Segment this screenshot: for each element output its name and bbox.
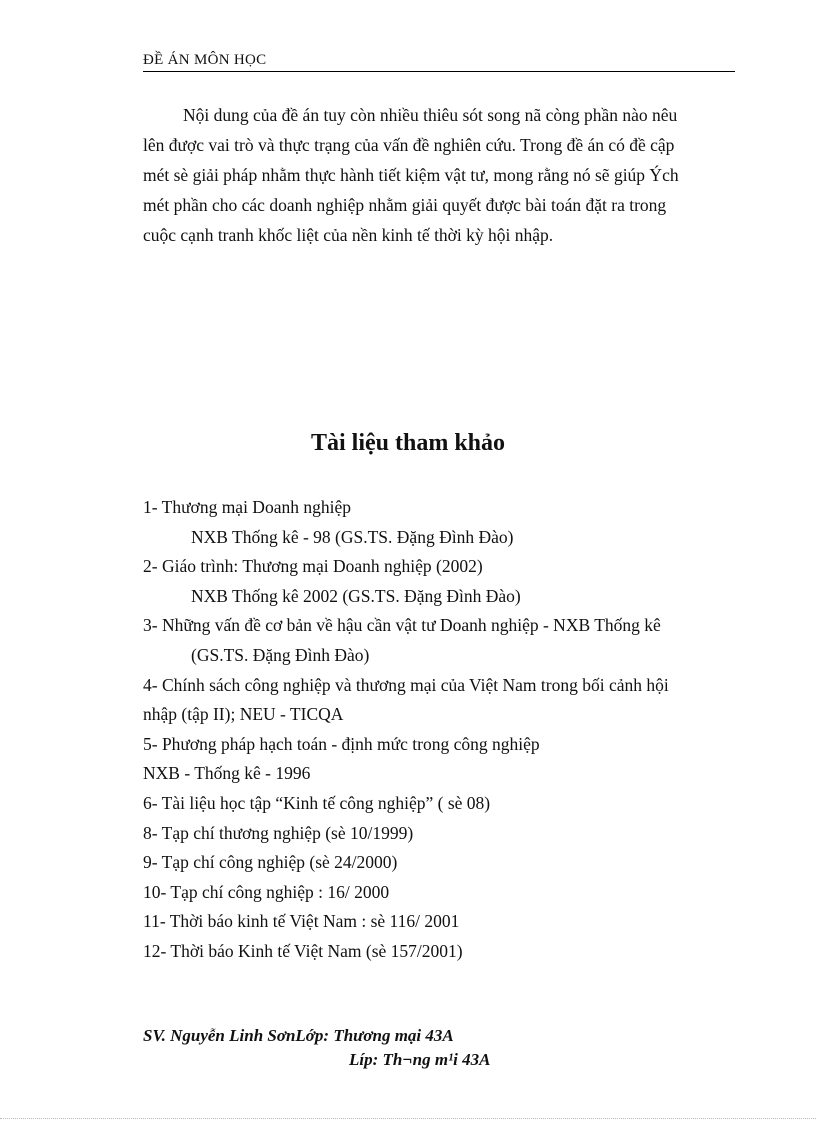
- reference-item: 9- Tạp chí công nghiệp (sè 24/2000): [143, 852, 398, 873]
- reference-item: NXB - Thống kê - 1996: [143, 763, 311, 784]
- reference-item: 8- Tạp chí thương nghiệp (sè 10/1999): [143, 822, 414, 843]
- document-footer: [143, 1024, 743, 1072]
- intro-line: mét sè giải pháp nhằm thực hành tiết kiệm vật tư, mong rằng nó sẽ giúp Ých: [143, 165, 679, 185]
- reference-item: 10- Tạp chí công nghiệp : 16/ 2000: [143, 881, 390, 902]
- footer-author-class: SV. Nguyễn Linh SơnLớp: Thương mại 43A: [143, 1026, 454, 1045]
- reference-item: 12- Thời báo Kinh tế Việt Nam (sè 157/2001): [143, 940, 463, 961]
- intro-line: lên được vai trò và thực trạng của vấn đề nghiên cứu. Trong đề án có đề cập: [143, 135, 675, 155]
- references-list: [143, 493, 743, 967]
- reference-item: NXB Thống kê 2002 (GS.TS. Đặng Đình Đào): [191, 585, 521, 606]
- reference-item: 5- Phương pháp hạch toán - định mức trong công nghiệp: [143, 733, 540, 754]
- reference-item: 1- Thương mại Doanh nghiệp: [143, 497, 351, 517]
- footer-class: Líp: Th¬ng m¹i 43A: [349, 1050, 491, 1069]
- reference-item: 3- Những vấn đề cơ bản về hậu cần vật tư Doanh nghiệp - NXB Thống kê: [143, 615, 661, 636]
- reference-item: NXB Thống kê - 98 (GS.TS. Đặng Đình Đào): [191, 526, 514, 547]
- references-title: Tài liệu tham khảo: [310, 430, 506, 456]
- reference-item: 11- Thời báo kinh tế Việt Nam : sè 116/ 2001: [143, 911, 460, 932]
- intro-paragraph: [143, 100, 735, 250]
- reference-item: 4- Chính sách công nghiệp và thương mại của Việt Nam trong bối cảnh hội: [143, 674, 669, 695]
- page-bottom-divider: [0, 1118, 816, 1119]
- reference-item: 2- Giáo trình: Thương mại Doanh nghiệp (2002): [143, 556, 483, 577]
- intro-line: cuộc cạnh tranh khốc liệt của nền kinh tế thời kỳ hội nhập.: [143, 225, 554, 245]
- reference-item: nhập (tập II); NEU - TICQA: [143, 704, 344, 725]
- intro-line: Nội dung của đề án tuy còn nhiều thiêu sót song nã còng phần nào nêu: [183, 105, 678, 125]
- document-header: ĐỀ ÁN MÔN HỌC: [143, 52, 735, 72]
- intro-line: mét phần cho các doanh nghiệp nhằm giải quyết được bài toán đặt ra trong: [143, 195, 667, 215]
- reference-item: 6- Tài liệu học tập “Kinh tế công nghiệp” ( sè 08): [143, 792, 491, 813]
- reference-item: (GS.TS. Đặng Đình Đào): [191, 644, 370, 665]
